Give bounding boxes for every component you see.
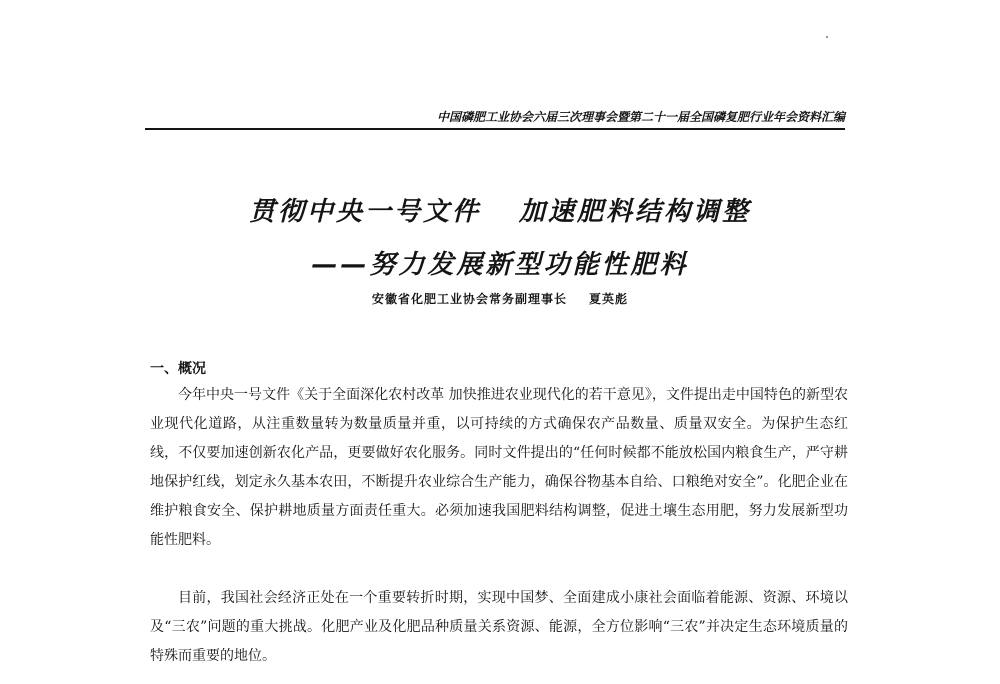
author-affiliation: 安徽省化肥工业协会常务副理事长 [371,292,567,306]
author-name: 夏英彪 [589,292,629,306]
running-header: 中国磷肥工业协会六届三次理事会暨第二十一届全国磷复肥行业年会资料汇编 [436,110,845,124]
title-part-2: 加速肥料结构调整 [519,197,752,227]
section-heading: 一、概况 [150,361,206,377]
scan-speck [826,36,828,38]
body-paragraph-2: 目前，我国社会经济正处在一个重要转折时期，实现中国梦、全面建成小康社会面临着能源、资源、环境以及“三农”问题的重大挑战。化肥产业及化肥品种质量关系资源、能源，全方位影响“三农”并决定生态环境质量的特殊而重要的地位。 [150,590,848,664]
article-subtitle: ——努力发展新型功能性肥料 [311,250,689,280]
body-paragraph-1: 今年中央一号文件《关于全面深化农村改革 加快推进农业现代化的若干意见》，文件提出走中国特色的新型农业现代化道路，从注重数量转为数量质量并重，以可持续的方式确保农产品数量、质量双安全。为保护生态红线，不仅要加速创新农化产品，更要做好农化服务。同时文件提出的“任何时候都不能放松国内粮食生产，严守耕地保护红线，划定永久基本农田，不断提升农业综合生产能力，确保谷物基本自给、口粮绝对安全”。化肥企业在维护粮食安全、保护耕地质量方面责任重大。必须加速我国肥料结构调整，促进土壤生态用肥，努力发展新型功能性肥料。 [150,387,848,548]
article-title [0,192,1000,232]
header-divider [145,128,845,130]
title-part-1: 贯彻中央一号文件 [248,197,481,227]
author-line [0,290,1000,308]
